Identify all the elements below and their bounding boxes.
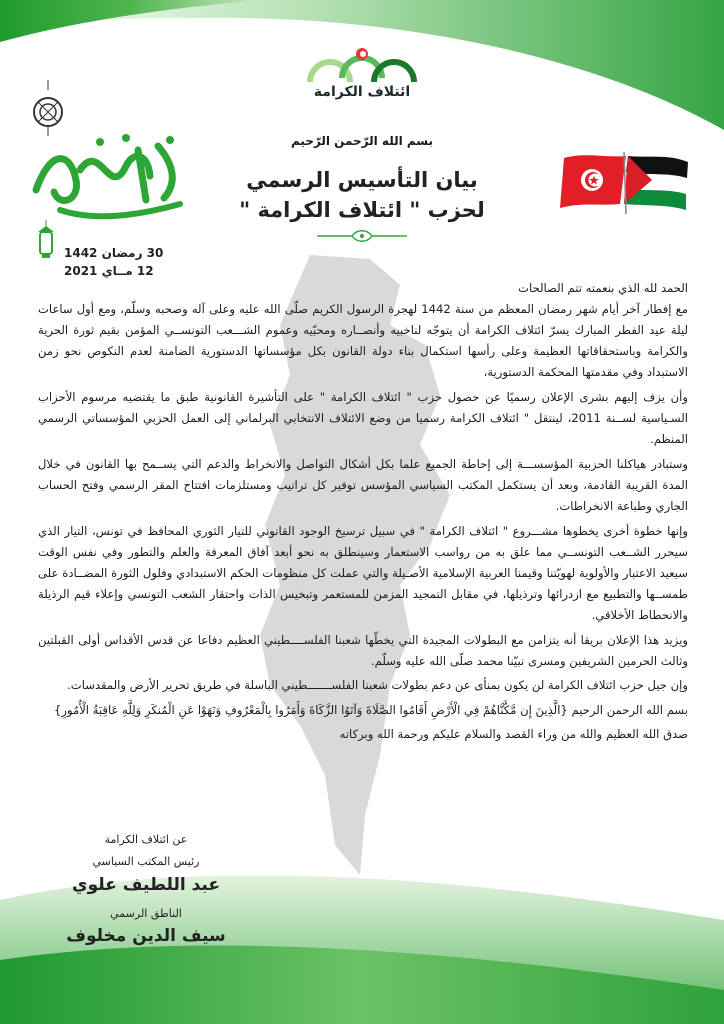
lantern-icon <box>34 80 62 136</box>
signature-on-behalf: عن ائتلاف الكرامة <box>104 833 188 846</box>
statement-body <box>38 278 688 745</box>
paragraph: وستبادر هياكلنا الحزبية المؤسســـة إلى إحاطة الجميع علما بكل أشكال التواصل والانخراط والدعم التي يســمح بها القانون في خلال المدة القريبة القادمة، وبعد أن يستكمل المكتب السياسي المؤسس توفير كل تراتيب ومستلزمات افتتاح المقر الرسمي وفتح الحساب الجاري وطباعة الانخراطات. <box>38 456 688 513</box>
signature-role-political-bureau: رئيس المكتب السياسي <box>92 855 200 868</box>
party-name-logo-text: ائتلاف الكرامة <box>313 84 411 100</box>
paragraph: الحمد لله الذي بنعمته تتم الصالحات <box>518 281 688 295</box>
date-hijri: 30 رمضان 1442 <box>64 246 164 260</box>
quran-verse: بسم الله الرحمن الرحيم {الَّذِينَ إِن مَّكَّنَّاهُمْ فِي الْأَرْضِ أَقَامُوا الصَّلَاةَ وَآتَوُا الزَّكَاةَ وَأَمَرُوا بِالْمَعْرُوفِ وَنَهَوْا عَنِ الْمُنكَرِ وَلِلَّهِ عَاقِبَةُ الْأُمُورِ} <box>54 702 688 717</box>
paragraph: وأن يزف إليهم بشرى الإعلان رسميًا عن حصول حزب " ائتلاف الكرامة " على التأشيرة القانونية طبق ما يقتضيه مرسوم الأحزاب السـياسية لســنة 2011، لينتقل " ائتلاف الكرامة رسميا من وضع الائتلاف الانتخابي البرلماني إلى العمل الحزبي المؤسساتي الرسمي المنظم. <box>38 389 688 447</box>
eid-mubarak-calligraphy-icon <box>30 80 190 270</box>
paragraph: مع إفطار آخر أيام شهر رمضان المعظم من سنة 1442 لهجرة الرسول الكريم صلّى الله عليه وعلى آله وصحبه وسلّم، ومع أول ساعات ليلة عيد الفطر المبارك يسرّ ائتلاف الكرامة أن يتوجّه لناخبيه وأنصــاره ومحبّيه وعموم الشـــعب التونســي المؤمن بقيم ثورة الحرية والكرامة وباستحقاقاتها العظيمة وعلى رأسها استكمال بناء دولة القانون بكل مؤسساتها الدستورية الضامنة لعدم النكوص نحو زمن الاستبداد وفي مقدمتها المحكمة الدستورية، <box>38 302 688 380</box>
date-gregorian: 12 مــاي 2021 <box>64 264 154 278</box>
page-title-line2: لحزب " ائتلاف الكرامة " <box>239 198 485 222</box>
paragraph: ويزيد هذا الإعلان بريقا أنه يتزامن مع البطولات المجيدة التي يخطّها شعبنا الفلســــطيني العظيم دفاعا عن قدس الأقداس أولى القبلتين وثالث الحرمين الشريفين ومسرى نبيّنا محمد صلّى الله عليه وسلّم. <box>38 632 688 668</box>
tunisia-palestine-flags-icon <box>556 148 692 216</box>
lantern-icon <box>38 220 54 258</box>
page-title-line1: بيان التأسيس الرسمي <box>246 168 478 192</box>
closing-paragraph: صدق الله العظيم والله من وراء القصد والسلام عليكم ورحمة الله وبركاته <box>339 727 688 742</box>
signature-role-spokesperson: الناطق الرسمي <box>110 907 182 920</box>
paragraph: وإن جيل حزب ائتلاف الكرامة لن يكون بمنأى عن دعم بطولات شعبنا الفلســـــــطيني الباسلة في طريق تحرير الأرض والمقدسات. <box>67 678 688 693</box>
ornament-icon <box>312 229 412 243</box>
paragraph: وإنها خطوة أخرى يخطوها مشـــروع " ائتلاف الكرامة " في سبيل ترسيخ الوجود القانوني للتيار الثوري المحافظ في تونس، التيار الذي سيحرر الشــعب التونســي مما علق به من رواسب الاستعمار وسينطلق به نحو أبعد آفاق المعرفة والعلم والتطور وفي نفس الوقت سيعيد الاعتبار والأولوية لهويّتنا وقيمنا العربية الإسلامية الأصـيلة والتي عملت كل منظومات الحكم الاستبدادي وفلول الثورة المضــادة على طمســها والتطبيع مع ازدرائها وترذيلها، في مقابل التمجيد المزمن للمستعمر وتبخيس الذات واحتقار الشعب التونسي وإعلاء قيم الرذيلة والانحطاط الأخلاقي. <box>38 523 688 622</box>
signature-name-1: عبد اللطيف علوي <box>72 875 220 895</box>
signature-name-2: سيف الدين مخلوف <box>66 926 226 946</box>
basmala-heading: بسم الله الرّحمن الرّحيم <box>290 134 434 148</box>
